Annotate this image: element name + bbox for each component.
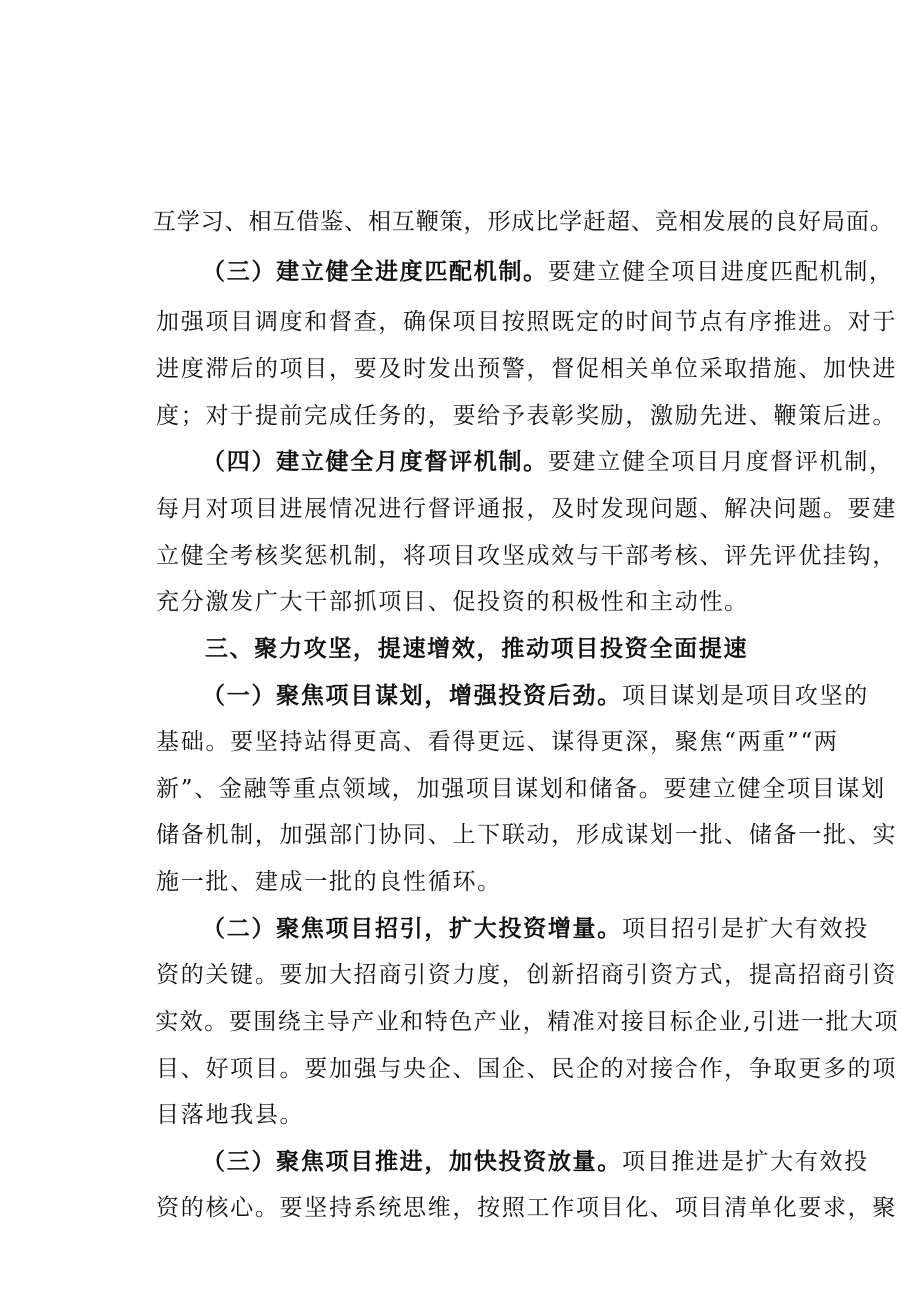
text-run: 新”、金融等重点领域，加强项目谋划和储备。要建立健全项目谋划 (156, 776, 886, 802)
subheading-text: （三）聚焦项目推进，加快投资放量。 (202, 1149, 622, 1175)
text-line (120, 729, 886, 802)
text-run: 要建立健全项目进度匹配机制， (547, 259, 894, 285)
text-run: 资的关键。要加大招商引资力度，创新招商引资方式，提高招商引资 (156, 962, 898, 988)
text-line (120, 356, 898, 429)
text-line (120, 822, 502, 895)
text-run: 加强项目调度和督查，确保项目按照既定的时间节点有序推进。对于 (156, 309, 898, 335)
text-run: 目、好项目。要加强与央企、国企、民企的对接合作，争取更多的项 (156, 1056, 898, 1082)
text-run: 立健全考核奖惩机制，将项目攻坚成效与干部考核、评先评优挂钩， (156, 543, 898, 569)
subheading-line (166, 212, 894, 285)
subheading-text: （四）建立健全月度督评机制。 (202, 449, 548, 475)
text-line (120, 496, 898, 569)
text-line (120, 449, 898, 522)
text-run: 目落地我县。 (156, 1102, 305, 1128)
text-line (120, 682, 839, 755)
text-line (120, 915, 898, 988)
text-run: 施一批、建成一批的良性循环。 (156, 869, 502, 895)
text-run: 充分激发广大干部抓项目、促投资的积极性和主动性。 (156, 589, 749, 615)
subheading-line (166, 636, 869, 709)
section-heading (166, 589, 749, 662)
subheading-line (166, 402, 894, 475)
text-run: 度；对于提前完成任务的，要给予表彰奖励，激励先进、鞭策后进。 (156, 403, 898, 429)
text-line (120, 775, 898, 848)
text-line (120, 542, 749, 615)
text-line (120, 962, 900, 1035)
subheading-line (166, 1102, 869, 1175)
text-run: 项目推进是扩大有效投 (621, 1149, 869, 1175)
subheading-text: （一）聚焦项目谋划，增强投资后劲。 (202, 683, 622, 709)
text-run: 项目招引是扩大有效投 (621, 916, 869, 942)
text-line (120, 1148, 898, 1221)
text-line (120, 262, 898, 335)
text-line (120, 1055, 305, 1128)
text-run: 项目谋划是项目攻坚的 (621, 683, 869, 709)
text-line (120, 162, 894, 235)
subheading-line (166, 869, 869, 942)
text-run: 互学习、相互借鉴、相互鞭策，形成比学赶超、竞相发展的良好局面。 (152, 209, 894, 235)
text-run: 实效。要围绕主导产业和特色产业，精准对接目标企业,引进一批大项 (155, 1009, 900, 1035)
text-run: 资的核心。要坚持系统思维，按照工作项目化、项目清单化要求，聚 (156, 1195, 898, 1221)
text-run: 基础。要坚持站得更高、看得更远、谋得更深，聚焦“两重”“两 (156, 729, 839, 755)
text-line (120, 309, 898, 382)
subheading-text: （二）聚焦项目招引，扩大投资增量。 (202, 916, 622, 942)
text-line (120, 1009, 900, 1082)
section-heading-text: 三、聚力攻坚，提速增效，推动项目投资全面提速 (204, 636, 749, 662)
text-run: 储备机制，加强部门协同、上下联动，形成谋划一批、储备一批、实 (156, 822, 898, 848)
text-run: 进度滞后的项目，要及时发出预警，督促相关单位采取措施、加快进 (156, 356, 898, 382)
subheading-text: （三）建立健全进度匹配机制。 (202, 259, 548, 285)
text-run: 要建立健全项目月度督评机制， (547, 449, 894, 475)
text-run: 每月对项目进展情况进行督评通报，及时发现问题、解决问题。要建 (156, 496, 898, 522)
